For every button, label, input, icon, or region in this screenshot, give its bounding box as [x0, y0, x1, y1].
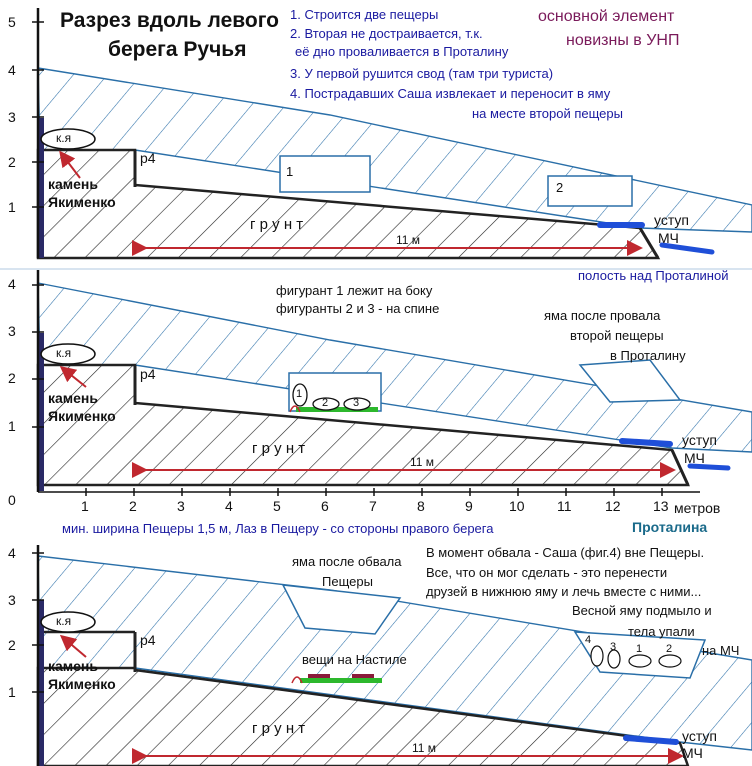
x-tick-6: 6	[321, 498, 329, 514]
title-line-1: Разрез вдоль левого	[60, 9, 280, 32]
pit3-label-1: яма после обвала	[292, 554, 402, 569]
story-3: друзей в нижнюю яму и лечь вместе с ними...	[426, 584, 702, 599]
ledge-label-1b: МЧ	[658, 230, 679, 246]
y-tick-4-p1: 4	[8, 62, 16, 78]
x-tick-9: 9	[465, 498, 473, 514]
x-tick-10: 10	[509, 498, 525, 514]
stone-label-2b: Якименко	[48, 408, 116, 424]
r4-label-3: р4	[140, 632, 156, 648]
stone-label-2a: камень	[48, 390, 98, 406]
cave-width-note: мин. ширина Пещеры 1,5 м, Лаз в Пещеру - со стороны правого берега	[62, 521, 494, 536]
body1-num: 1	[636, 643, 643, 655]
y-tick-5-p1: 5	[8, 14, 16, 30]
story-2: Все, что он мог сделать - это перенести	[426, 565, 668, 580]
note-6: на месте второй пещеры	[472, 106, 623, 121]
cave-box-1	[280, 156, 370, 192]
y-tick-1-p1: 1	[8, 199, 16, 215]
accent-line-1: основной элемент	[538, 8, 675, 25]
body3-num: 3	[610, 641, 617, 653]
y-tick-4-p2: 4	[8, 276, 16, 292]
x-tick-1: 1	[81, 498, 89, 514]
x-tick-8: 8	[417, 498, 425, 514]
y-tick-1-p2: 1	[8, 418, 16, 434]
body-1	[629, 655, 651, 667]
note-2: 2. Вторая не достраивается, т.к.	[290, 26, 483, 41]
mat-3	[300, 678, 382, 683]
note-4: 3. У первой рушится свод (там три туриста)	[290, 66, 554, 81]
grunt-label-1: г р у н т	[250, 216, 304, 233]
ky-label-2: к.я	[56, 346, 72, 360]
note-1: 1. Строится две пещеры	[290, 7, 439, 22]
x-axis-unit: метров	[674, 500, 721, 516]
y-tick-3-p1: 3	[8, 109, 16, 125]
note-3: её дно проваливается в Проталину	[295, 44, 509, 59]
y-tick-2-p3: 2	[8, 637, 16, 653]
stone-label-3a: камень	[48, 658, 98, 674]
stone-label-1a: камень	[48, 176, 98, 192]
pit2-label-2: второй пещеры	[570, 328, 664, 343]
fig-note-1: фигурант 1 лежит на боку	[276, 283, 433, 298]
pit2-label-1: яма после провала	[544, 308, 661, 323]
fig2-num: 2	[322, 397, 329, 409]
cavity-label: полость над Проталиной	[578, 268, 729, 283]
body-2	[659, 655, 681, 667]
x-tick-12: 12	[605, 498, 621, 514]
ky-label-3: к.я	[56, 614, 72, 628]
things-label: вещи на Настиле	[302, 652, 407, 667]
stone-label-1b: Якименко	[48, 194, 116, 210]
dist-label-1: 11 м	[396, 233, 421, 247]
dist-label-2: 11 м	[410, 455, 435, 469]
pit2-label-3: в Проталину	[610, 348, 686, 363]
dist-label-3: 11 м	[412, 741, 437, 755]
r4-label-2: р4	[140, 366, 156, 382]
x-tick-5: 5	[273, 498, 281, 514]
body2-num: 2	[666, 643, 673, 655]
y-tick-0-p2: 0	[8, 492, 16, 508]
y-tick-3-p3: 3	[8, 592, 16, 608]
story-4: Весной яму подмыло и	[572, 603, 712, 618]
fig3-num: 3	[353, 397, 360, 409]
x-tick-4: 4	[225, 498, 233, 514]
pit3-label-2: Пещеры	[322, 574, 373, 589]
ledge-label-2b: МЧ	[684, 450, 705, 466]
ledge-label-1a: уступ	[654, 212, 689, 228]
fig-note-2: фигуранты 2 и 3 - на спине	[276, 301, 440, 316]
ledge-label-3b: МЧ	[682, 745, 703, 761]
body-4	[591, 646, 603, 666]
stone-label-3b: Якименко	[48, 676, 116, 692]
story-5: тела упали	[628, 624, 695, 639]
x-tick-11: 11	[557, 498, 572, 514]
ledge-label-3a: уступ	[682, 728, 717, 744]
box2-label: 2	[556, 180, 564, 195]
story-1: В момент обвала - Саша (фиг.4) вне Пещеры.	[426, 545, 705, 560]
y-tick-4-p3: 4	[8, 545, 16, 561]
x-tick-3: 3	[177, 498, 185, 514]
ledge-blue-3	[626, 738, 676, 742]
box1-label: 1	[286, 164, 294, 179]
y-tick-2-p1: 2	[8, 154, 16, 170]
story-6: на МЧ	[702, 643, 740, 658]
y-tick-1-p3: 1	[8, 684, 16, 700]
ledge-label-2a: уступ	[682, 432, 717, 448]
ky-label-1: к.я	[56, 131, 72, 145]
ledge-blue-2	[622, 441, 670, 444]
grunt-label-3: г р у н т	[252, 720, 306, 737]
accent-line-2: новизны в УНП	[566, 32, 680, 49]
x-tick-13: 13	[653, 498, 669, 514]
title-line-2: берега Ручья	[108, 38, 247, 61]
x-tick-2: 2	[129, 498, 137, 514]
grunt-label-2: г р у н т	[252, 440, 306, 457]
y-tick-2-p2: 2	[8, 370, 16, 386]
body4-num: 4	[585, 634, 592, 646]
protalina-label: Проталина	[632, 519, 708, 535]
x-tick-7: 7	[369, 498, 377, 514]
r4-label-1: р4	[140, 150, 156, 166]
fig1-num: 1	[296, 388, 303, 400]
y-tick-3-p2: 3	[8, 323, 16, 339]
note-5: 4. Пострадавших Саша извлекает и переносит в яму	[290, 86, 611, 101]
